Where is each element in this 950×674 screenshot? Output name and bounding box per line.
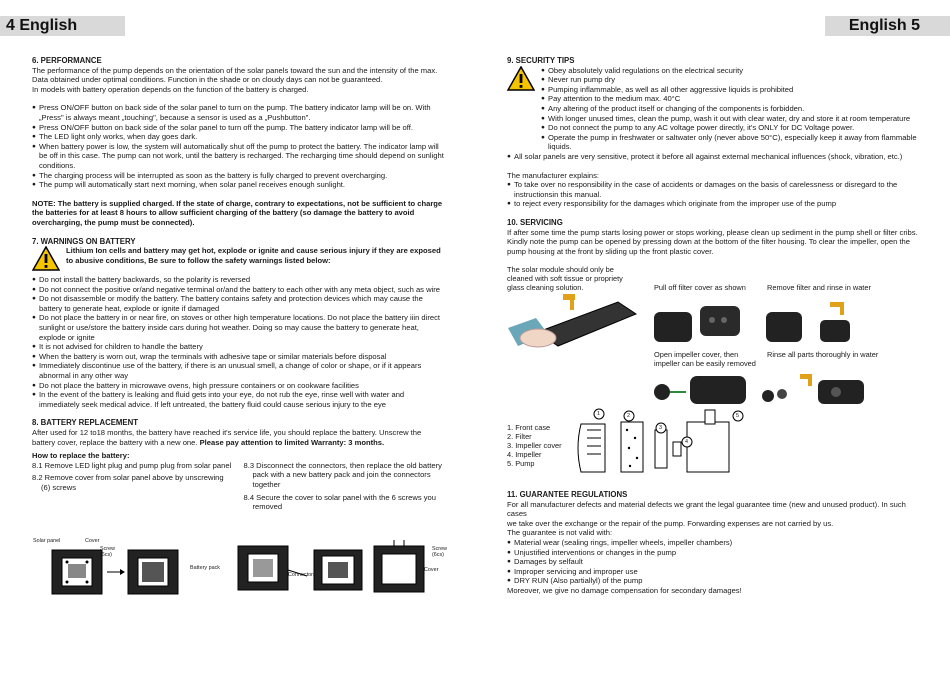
step-8-4: 8.4 Secure the cover to solar panel with the 6 screws you removed: [243, 492, 436, 512]
list-item: ● Do not place the battery in or near fire, on stoves or other high temperature locations. Do not place the battery iiin direct sunlight or use/store the battery inside cars during hot weather. Doing so may cause the battery to generate heat, explode or ignite: [32, 313, 445, 342]
open-impeller-note: Open impeller cover, then impeller can be easily removed: [654, 350, 756, 368]
part-label: 4. Impeller: [507, 450, 542, 459]
howto-title: How to replace the battery:: [32, 451, 130, 461]
list-item: ● In the event of the battery is leaking and fluid gets into your eye, do not rub the eye, rinse well with water and immediately seek medical advice. If left untreated, the battery fluid could cause serious injury to the eye: [32, 390, 445, 409]
filter-cover-illustration: [652, 300, 752, 344]
part-number-1: 1: [597, 411, 600, 417]
list-item: ● The pump will automatically start next morning, when solar panel receives enough sunlight.: [32, 180, 445, 190]
list-item: ● Do not install the battery backwards, so the polarity is reversed: [32, 275, 445, 285]
fig-label-screw-2: Screw (6cs): [432, 546, 447, 558]
list-item: ● Operate the pump in freshwater or saltwater only (never above 50°C), especially keep it away from flammable liquids.: [541, 133, 920, 152]
list-item: ● Do not connect the positive or/and negative terminal or/and the battery to each other with any meta object, such as wire: [32, 285, 445, 295]
remove-filter-note: Remove filter and rinse in water: [767, 283, 871, 292]
list-item: ● Damages by selfault: [507, 557, 920, 567]
fig-label-screw: Screw (6cs): [100, 546, 115, 558]
warnings-list: [32, 275, 445, 409]
remove-filter-illustration: [762, 300, 872, 344]
list-item: ● Press ON/OFF button on back side of the solar panel to turn off the pump. The battery indicator lamp will be off.: [32, 123, 445, 133]
performance-title: 6. PERFORMANCE: [32, 56, 102, 65]
list-item: ● DRY RUN (Also partiallyl) of the pump: [507, 576, 920, 586]
list-item: ● Obey absolutely valid regulations on the electrical security: [541, 66, 920, 76]
step-8-2: 8.2 Remove cover from solar panel above by unscrewing (6) screws: [32, 473, 224, 492]
fig-label-solar-panel: Solar panel: [33, 538, 61, 544]
list-item: ● When battery power is low, the system will automatically shut off the pump to protect the battery. The indicator lamp will be off in this case. The pump can not work, until the battery is recharged. The recharging time should depend on sunlight conditions.: [32, 142, 445, 171]
fig-label-connectors: Connectors: [288, 572, 316, 578]
list-item: ● The charging process will be interrupted as soon as the battery is fully charged to prevent overcharging.: [32, 171, 445, 181]
part-label: 5. Pump: [507, 459, 535, 468]
list-item: ● It is not advised for children to handle the battery: [32, 342, 445, 352]
fig-label-battery-pack: Battery pack: [190, 565, 220, 571]
replacement-title: 8. BATTERY REPLACEMENT: [32, 418, 138, 428]
replacement-text: [32, 428, 445, 447]
list-item: ● Pumping inflammable, as well as all other aggressive liquids is prohibited: [541, 85, 920, 95]
fig-label-cover-2: Cover: [424, 567, 439, 573]
impeller-illustration: [652, 372, 757, 406]
guarantee-list: [507, 538, 920, 586]
list-item: ● To take over no responsibility in the case of accidents or damages on the basis of carelessness or disregard to the instructionsin this manual.: [507, 180, 920, 199]
step-8-1: 8.1 Remove LED light plug and pump plug from solar panel: [32, 460, 232, 470]
rinse-all-note: Rinse all parts thoroughly in water: [767, 350, 879, 359]
solar-cleaning-illustration: [508, 294, 638, 354]
battery-replacement-illustration: [32, 540, 452, 598]
performance-intro-1: The performance of the pump depends on the orientation of the solar panels toward the sun and the intensity of the max. Data obtained under optimal conditions. Function in the shade or on cloudy days can not be guaranteed.: [32, 65, 438, 85]
servicing-text: If after some time the pump starts losing power or stops working, please clean up sediment in the pump shell or filter cribs. Kindly note the pump can be opened by pressing down at the bottom of the filter housing. To clear the impeller, open the pump housing at the front by sliding up the front plastic cover.: [507, 227, 918, 256]
step-8-3: 8.3 Disconnect the connectors, then replace the old battery pack with a new battery pack and join the connectors together: [243, 460, 442, 489]
warnings-title: 7. WARNINGS ON BATTERY: [32, 236, 136, 246]
performance-list: [32, 103, 445, 189]
security-list: [541, 66, 920, 152]
battery-note: NOTE: The battery is supplied charged. If the state of charge, contrary to expectations, not be sufficient to charge the batteries for at least 8 hours to allow sufficient charging of the battery (so damage the battery to avoid overcharging, the pump must be connected).: [32, 198, 443, 227]
list-item: ● With longer unused times, clean the pump, wash it out with clear water, dry and store it at room temperature: [541, 114, 920, 124]
list-item: ● Pay attention to the medium max. 40°C: [541, 94, 920, 104]
list-item: ● to reject every responsibility for the damages which originate from the improper use of the pump: [507, 199, 920, 209]
part-label: 3. Impeller cover: [507, 441, 562, 450]
manufacturer-title: The manufacturer explains:: [507, 170, 600, 180]
list-item: ● Do not place the battery in microwave ovens, high pressure containers or on cookware facilities: [32, 381, 445, 391]
list-item: ● Never run pump dry: [541, 75, 920, 85]
security-title: 9. SECURITY TIPS: [507, 56, 575, 65]
pull-off-note: Pull off filter cover as shown: [654, 283, 746, 292]
page-header-left: 4 English: [0, 16, 125, 36]
list-item: ● Do not disassemble or modify the battery. The battery contains safety and protection devices which may cause the battery to generate heat, explode or ignite if damaged: [32, 294, 445, 313]
rinse-parts-illustration: [760, 370, 870, 406]
parts-list: [507, 423, 562, 468]
part-number-2: 2: [627, 413, 630, 419]
list-item: ● The LED light only works, when day goes dark.: [32, 132, 445, 142]
right-column: [507, 56, 920, 256]
part-number-5: 5: [736, 413, 739, 419]
solar-clean-note: The solar module should only be cleaned with soft tissue or propriety glass cleaning solution.: [507, 265, 623, 292]
list-item: ● All solar panels are very sensitive, protect it before all against external mechanical influences (shock, vibration, etc.): [507, 152, 920, 162]
servicing-title: 10. SERVICING: [507, 217, 563, 227]
warranty-note: Please pay attention to limited Warranty: 3 months.: [199, 437, 385, 447]
guarantee-text-3: The guarantee is not valid with:: [507, 528, 613, 538]
list-item: ● Any altering of the product itself or changing of the components is forbidden.: [541, 104, 920, 114]
list-item: ● Press ON/OFF button on back side of the solar panel to turn on the pump. The battery indicator lamp will be on. With „Press" is always meant „touching", because a sensor is used as a „Pushbutton".: [32, 103, 445, 122]
list-item: ● When the battery is worn out, wrap the terminals with adhesive tape or similar materials before disposal: [32, 352, 445, 362]
left-column: [32, 56, 445, 512]
list-item: ● Immediately discontinue use of the battery, if there is an unusual smell, a change of color or shape, or if it appears abnormal in any other way: [32, 361, 445, 380]
guarantee-section: [507, 490, 920, 596]
manufacturer-list: [507, 180, 920, 209]
warning-icon: [32, 246, 60, 271]
guarantee-text: For all manufacturer defects and material defects we grant the legal guarantee time (new and unused product). In such cases: [507, 499, 906, 519]
part-number-3: 3: [659, 425, 662, 431]
fig-label-cover: Cover: [85, 538, 100, 544]
part-label: 1. Front case: [507, 423, 551, 432]
performance-intro-2: In models with battery operation depends on the function of the battery is charged.: [32, 84, 309, 94]
guarantee-title: 11. GUARANTEE REGULATIONS: [507, 490, 628, 499]
guarantee-closing: Moreover, we give no damage compensation for secondary damages!: [507, 585, 742, 595]
battery-caution: Lithium Ion cells and battery may get hot, explode or ignite and cause serious injury if they are exposed to abusive conditions, Be sure to follow the safety warnings listed below:: [66, 246, 441, 265]
part-number-4: 4: [685, 439, 688, 445]
guarantee-text-2: we take over the exchange or the repair of the pump. Forwarding expenses are not carried by us.: [507, 518, 834, 528]
list-item: ● Material wear (sealing rings, impeller wheels, impeller chambers): [507, 538, 920, 548]
replacement-text-body: After used for 12 to18 months, the battery have reached it's service life, you should replace the battery. Unscrew the battery cover, replace the battery with a new one.: [32, 428, 422, 447]
part-label: 2. Filter: [507, 432, 532, 441]
list-item: ● Improper servicing and improper use: [507, 567, 920, 577]
page-header-right: English 5: [825, 16, 950, 36]
security-extra: [507, 152, 920, 162]
list-item: ● Do not connect the pump to any AC voltage power directly, it's ONLY for DC Voltage power.: [541, 123, 920, 133]
list-item: ● Unjustified interventions or changes in the pump: [507, 548, 920, 558]
warning-icon: [507, 66, 535, 91]
